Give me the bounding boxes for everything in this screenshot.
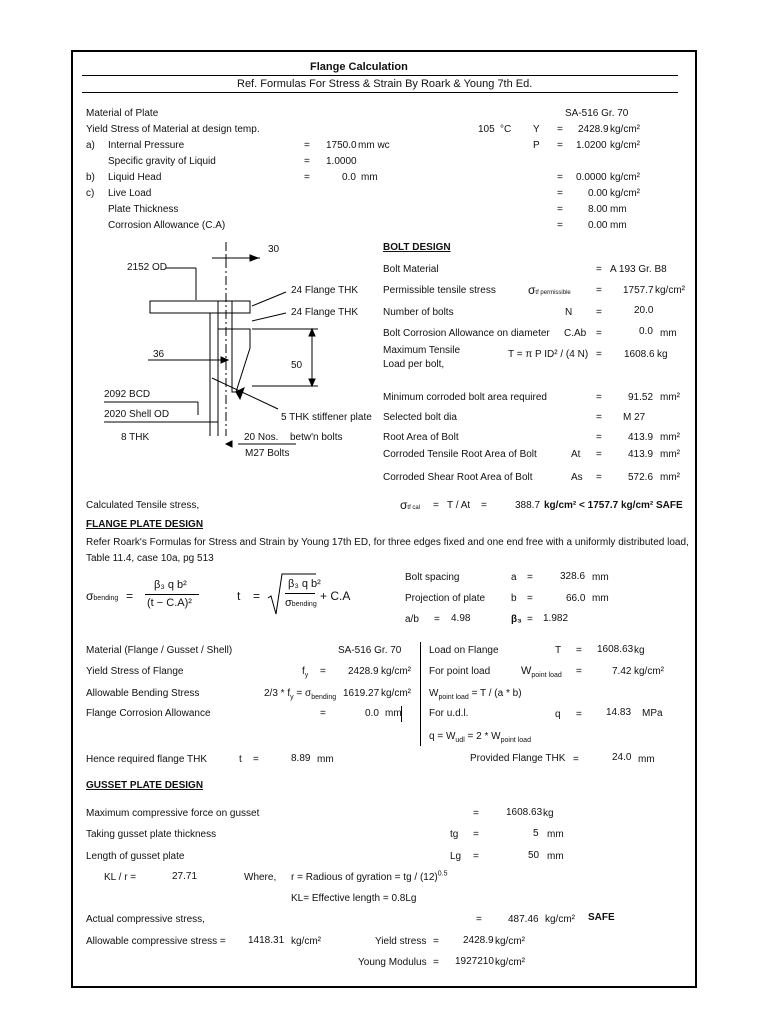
root-eq: = bbox=[596, 432, 602, 443]
proj-eq: = bbox=[527, 593, 533, 604]
live-value: 0.00 bbox=[588, 188, 608, 199]
at-unit: mm² bbox=[660, 449, 680, 460]
calc-formula: T / At bbox=[447, 500, 471, 511]
liquid-p-eq: = bbox=[557, 172, 563, 183]
reference-line: Ref. Formulas For Stress & Strain By Roark & Young 7th Ed. bbox=[237, 78, 533, 90]
root-unit: mm² bbox=[660, 432, 680, 443]
prov-thk-value: 24.0 bbox=[612, 752, 632, 763]
load-formula: T = π P ID² / (4 N) bbox=[508, 349, 589, 360]
dia-eq: = bbox=[596, 412, 602, 423]
liquid-value: 0.0 bbox=[342, 172, 356, 183]
load-unit: kg bbox=[657, 349, 668, 360]
area-req-value: 91.52 bbox=[628, 392, 654, 403]
flange-ref-line-1: Refer Roark's Formulas for Stress and Strain by Young 17th ED, for three edges fixed and one end free with a uniformly distributed load, bbox=[86, 537, 689, 548]
y-value: 2428.9 bbox=[578, 124, 609, 135]
dim-50: 50 bbox=[291, 360, 303, 371]
formula-1-numerator: β₃ q b² bbox=[154, 579, 187, 591]
lof-label: Load on Flange bbox=[429, 645, 499, 656]
cab-eq: = bbox=[596, 328, 602, 339]
tensile-value: 1757.7 bbox=[623, 285, 654, 296]
root-value: 413.9 bbox=[628, 432, 654, 443]
n-symbol: N bbox=[565, 307, 573, 318]
proj-label: Projection of plate bbox=[405, 593, 486, 604]
root-label: Root Area of Bolt bbox=[383, 432, 459, 443]
flange-material-label: Material (Flange / Gusset / Shell) bbox=[86, 645, 233, 656]
load-eq: = bbox=[596, 349, 602, 360]
formula-2-numerator: β₃ q b² bbox=[288, 578, 321, 590]
yield-label: Yield Stress of Material at design temp. bbox=[86, 124, 260, 135]
actual-stress-unit: kg/cm² bbox=[545, 914, 575, 925]
abs-value: 1619.27 bbox=[343, 688, 380, 699]
at-eq: = bbox=[596, 449, 602, 460]
betw-label: betw'n bolts bbox=[290, 432, 343, 443]
udl-eq: = bbox=[576, 709, 582, 720]
actual-stress-eq: = bbox=[476, 914, 482, 925]
gusset-thk-eq: = bbox=[473, 829, 479, 840]
bolt-material-eq: = bbox=[596, 264, 602, 275]
ab-label: a/b bbox=[405, 614, 419, 625]
dia-label: Selected bolt dia bbox=[383, 412, 457, 423]
prov-thk-eq: = bbox=[573, 754, 579, 765]
live-label: Live Load bbox=[108, 188, 152, 199]
ym-unit: kg/cm² bbox=[495, 957, 525, 968]
ym-eq: = bbox=[433, 957, 439, 968]
n-label: Number of bolts bbox=[383, 307, 454, 318]
spacing-label: Bolt spacing bbox=[405, 572, 460, 583]
liquid-p-value: 0.0000 bbox=[576, 172, 607, 183]
at-value: 413.9 bbox=[628, 449, 654, 460]
lof-eq: = bbox=[576, 645, 582, 656]
area-req-unit: mm² bbox=[660, 392, 680, 403]
r-definition: r = Radious of gyration = tg / $(12)^{0.5}$ bbox=[291, 870, 448, 883]
gusset-thk-value: 5 bbox=[533, 828, 539, 839]
shell-od-label: 2020 Shell OD bbox=[104, 409, 170, 420]
formula-2-lhs: t bbox=[237, 589, 241, 603]
flange-thk-1: 24 Flange THK bbox=[291, 285, 359, 296]
point-load-symbol: $W_{point load}$ bbox=[521, 665, 562, 680]
fca-value: 0.0 bbox=[365, 708, 379, 719]
thk-unit: mm bbox=[610, 204, 627, 215]
ys-label: Yield stress bbox=[375, 936, 427, 947]
pressure-label: Internal Pressure bbox=[108, 140, 185, 151]
ca-value: 0.00 bbox=[588, 220, 608, 231]
calc-result: kg/cm² < 1757.7 kg/cm² SAFE bbox=[544, 500, 683, 511]
fy-symbol: $f_y$ bbox=[302, 666, 309, 679]
y-eq: = bbox=[557, 124, 563, 135]
formula-2-denominator: σbending bbox=[285, 597, 317, 609]
beta-label: β₃ bbox=[511, 614, 522, 625]
gusset-thk-unit: mm bbox=[547, 829, 564, 840]
allow-stress-value: 1418.31 bbox=[248, 935, 285, 946]
fy-value: 2428.9 bbox=[348, 666, 379, 677]
udl-symbol: q bbox=[555, 709, 561, 720]
as-value: 572.6 bbox=[628, 472, 654, 483]
pressure-eq: = bbox=[304, 140, 310, 151]
temp-value: 105 bbox=[478, 124, 495, 135]
fca-label: Flange Corrosion Allowance bbox=[86, 708, 211, 719]
gusset-force-eq: = bbox=[473, 808, 479, 819]
abs-unit: kg/cm² bbox=[381, 688, 411, 699]
klr-label: KL / r = bbox=[104, 872, 137, 883]
as-unit: mm² bbox=[660, 472, 680, 483]
a-marker: a) bbox=[86, 140, 95, 151]
calc-value: 388.7 bbox=[515, 500, 541, 511]
allow-stress-label: Allowable compressive stress = bbox=[86, 936, 226, 947]
spacing-eq: = bbox=[527, 572, 533, 583]
load-value: 1608.6 bbox=[624, 349, 655, 360]
thk-label: Plate Thickness bbox=[108, 204, 179, 215]
gusset-len-unit: mm bbox=[547, 851, 564, 862]
as-symbol: As bbox=[571, 472, 583, 483]
kl-definition: KL= Effective length = 0.8Lg bbox=[291, 893, 417, 904]
flange-thk-2: 24 Flange THK bbox=[291, 307, 359, 318]
ca-label: Corrosion Allowance (C.A) bbox=[108, 220, 226, 231]
spacing-value: 328.6 bbox=[560, 571, 586, 582]
live-unit: kg/cm² bbox=[610, 188, 640, 199]
sg-eq: = bbox=[304, 156, 310, 167]
od-label: 2152 OD bbox=[127, 262, 168, 273]
liquid-eq: = bbox=[304, 172, 310, 183]
sg-label: Specific gravity of Liquid bbox=[108, 156, 216, 167]
tensile-label: Permissible tensile stress bbox=[383, 285, 496, 296]
lof-unit: kg bbox=[634, 645, 645, 656]
tensile-eq: = bbox=[596, 285, 602, 296]
req-thk-value: 8.89 bbox=[291, 753, 311, 764]
gusset-force-value: 1608.63 bbox=[506, 807, 543, 818]
req-thk-symbol: t bbox=[239, 754, 242, 765]
spacing-symbol: a bbox=[511, 572, 517, 583]
actual-stress-status: SAFE bbox=[588, 912, 615, 923]
dim-36: 36 bbox=[153, 349, 165, 360]
calc-eq: = bbox=[433, 500, 439, 511]
gusset-force-unit: kg bbox=[543, 808, 554, 819]
fca-eq: = bbox=[320, 708, 326, 719]
stiffener-label: 5 THK stiffener plate bbox=[281, 412, 372, 423]
cab-symbol: C.Ab bbox=[564, 328, 587, 339]
formula-2-tail: + C.A bbox=[320, 589, 351, 603]
area-req-eq: = bbox=[596, 392, 602, 403]
abs-formula: $2/3 * f_y = \sigma_{bending}$ bbox=[264, 688, 337, 701]
req-thk-eq: = bbox=[253, 754, 259, 765]
bolt-material-value: A 193 Gr. B8 bbox=[610, 264, 667, 275]
req-thk-unit: mm bbox=[317, 754, 334, 765]
thk-eq: = bbox=[557, 204, 563, 215]
c-marker: c) bbox=[86, 188, 95, 199]
lof-symbol: T bbox=[555, 645, 562, 656]
point-load-unit: kg/cm² bbox=[634, 666, 664, 677]
material-value: SA-516 Gr. 70 bbox=[565, 108, 629, 119]
page-title: Flange Calculation bbox=[310, 61, 408, 73]
b-marker: b) bbox=[86, 172, 95, 183]
gusset-len-eq: = bbox=[473, 851, 479, 862]
cab-unit: mm bbox=[660, 328, 677, 339]
ym-value: 1927210 bbox=[455, 956, 494, 967]
fca-divider bbox=[401, 706, 402, 722]
material-label: Material of Plate bbox=[86, 108, 159, 119]
prov-thk-label: Provided Flange THK bbox=[470, 753, 566, 764]
proj-unit: mm bbox=[592, 593, 609, 604]
point-load-value: 7.42 bbox=[612, 666, 632, 677]
area-req-label: Minimum corroded bolt area required bbox=[383, 392, 547, 403]
formula-1-eq: = bbox=[126, 589, 134, 603]
fca-unit: mm bbox=[385, 708, 402, 719]
p-unit: kg/cm² bbox=[610, 140, 640, 151]
tensile-unit: kg/cm² bbox=[655, 285, 685, 296]
ab-eq: = bbox=[434, 614, 440, 625]
gusset-design-heading: GUSSET PLATE DESIGN bbox=[86, 780, 204, 791]
thk-value: 8.00 bbox=[588, 204, 608, 215]
abs-label: Allowable Bending Stress bbox=[86, 688, 200, 699]
calc-symbol: σtf cal bbox=[400, 498, 421, 512]
fy-eq: = bbox=[320, 666, 326, 677]
beta-eq: = bbox=[527, 614, 533, 625]
spacing-unit: mm bbox=[592, 572, 609, 583]
lof-value: 1608.63 bbox=[597, 644, 634, 655]
bolts-label: M27 Bolts bbox=[245, 448, 290, 459]
p-value: 1.0200 bbox=[576, 140, 607, 151]
y-unit: kg/cm² bbox=[610, 124, 640, 135]
n-eq: = bbox=[596, 307, 602, 318]
gusset-len-label: Length of gusset plate bbox=[86, 851, 185, 862]
flange-material-value: SA-516 Gr. 70 bbox=[338, 645, 402, 656]
ys-value: 2428.9 bbox=[463, 935, 494, 946]
n-value: 20.0 bbox=[634, 305, 654, 316]
at-symbol: At bbox=[571, 449, 581, 460]
actual-stress-label: Actual compressive stress, bbox=[86, 914, 205, 925]
where-label: Where, bbox=[244, 872, 277, 883]
ca-unit: mm bbox=[610, 220, 627, 231]
pressure-unit: mm wc bbox=[358, 140, 390, 151]
udl-value: 14.83 bbox=[606, 707, 632, 718]
ab-value: 4.98 bbox=[451, 613, 471, 624]
calc-eq-2: = bbox=[481, 500, 487, 511]
liquid-p-unit: kg/cm² bbox=[610, 172, 640, 183]
udl-unit: MPa bbox=[642, 708, 663, 719]
gusset-len-symbol: Lg bbox=[450, 851, 462, 862]
ym-label: Young Modulus bbox=[358, 957, 427, 968]
tensile-symbol: σtf permissible bbox=[528, 283, 571, 297]
wpl-formula: $W_{point load} = T / (a * b)$ bbox=[429, 688, 522, 701]
flange-ref-line-2: Table 11.4, case 10a, pg 513 bbox=[86, 553, 214, 564]
formula-1-lhs: σbending bbox=[86, 589, 119, 603]
nos-label: 20 Nos. bbox=[244, 432, 279, 443]
load-label-2: Load per bolt, bbox=[383, 359, 445, 370]
p-eq: = bbox=[557, 140, 563, 151]
proj-symbol: b bbox=[511, 593, 517, 604]
gusset-len-value: 50 bbox=[528, 850, 540, 861]
as-eq: = bbox=[596, 472, 602, 483]
liquid-label: Liquid Head bbox=[108, 172, 162, 183]
dia-value: M 27 bbox=[623, 412, 646, 423]
prov-thk-unit: mm bbox=[638, 754, 655, 765]
temp-unit: °C bbox=[500, 124, 512, 135]
beta-value: 1.982 bbox=[543, 613, 569, 624]
bcd-label: 2092 BCD bbox=[104, 389, 151, 400]
udl-label: For u.d.l. bbox=[429, 708, 469, 719]
gusset-force-label: Maximum compressive force on gusset bbox=[86, 808, 260, 819]
bolt-design-heading: BOLT DESIGN bbox=[383, 242, 451, 253]
dim-30: 30 bbox=[268, 244, 280, 255]
klr-value: 27.71 bbox=[172, 871, 198, 882]
shell-thk-label: 8 THK bbox=[121, 432, 150, 443]
pressure-value: 1750.0 bbox=[326, 140, 357, 151]
ca-eq: = bbox=[557, 220, 563, 231]
point-load-eq: = bbox=[576, 666, 582, 677]
point-load-label: For point load bbox=[429, 666, 491, 677]
cab-value: 0.0 bbox=[639, 326, 653, 337]
ys-eq: = bbox=[433, 936, 439, 947]
formula-2-eq: = bbox=[253, 589, 261, 603]
sg-value: 1.0000 bbox=[326, 156, 357, 167]
y-symbol: Y bbox=[533, 124, 540, 135]
as-label: Corroded Shear Root Area of Bolt bbox=[383, 472, 533, 483]
ys-unit: kg/cm² bbox=[495, 936, 525, 947]
p-symbol: P bbox=[533, 140, 540, 151]
liquid-unit: mm bbox=[361, 172, 378, 183]
at-label: Corroded Tensile Root Area of Bolt bbox=[383, 449, 537, 460]
load-label-1: Maximum Tensile bbox=[383, 345, 461, 356]
calc-label: Calculated Tensile stress, bbox=[86, 500, 200, 511]
gusset-thk-symbol: tg bbox=[450, 829, 459, 840]
flange-design-heading: FLANGE PLATE DESIGN bbox=[86, 519, 204, 530]
cab-label: Bolt Corrosion Allowance on diameter bbox=[383, 328, 550, 339]
live-eq: = bbox=[557, 188, 563, 199]
req-thk-label: Hence required flange THK bbox=[86, 754, 207, 765]
proj-value: 66.0 bbox=[566, 593, 586, 604]
bolt-material-label: Bolt Material bbox=[383, 264, 439, 275]
actual-stress-value: 487.46 bbox=[508, 914, 539, 925]
allow-stress-unit: kg/cm² bbox=[291, 936, 321, 947]
flange-column-divider bbox=[420, 642, 421, 746]
formula-2-bar bbox=[285, 593, 315, 594]
formula-1-denominator: (t − C.A)² bbox=[147, 597, 192, 609]
q-formula: $q = W_{udl} = 2 * W_{point load}$ bbox=[429, 731, 531, 744]
fy-label: Yield Stress of Flange bbox=[86, 666, 184, 677]
gusset-thk-label: Taking gusset plate thickness bbox=[86, 829, 217, 840]
fy-unit: kg/cm² bbox=[381, 666, 411, 677]
